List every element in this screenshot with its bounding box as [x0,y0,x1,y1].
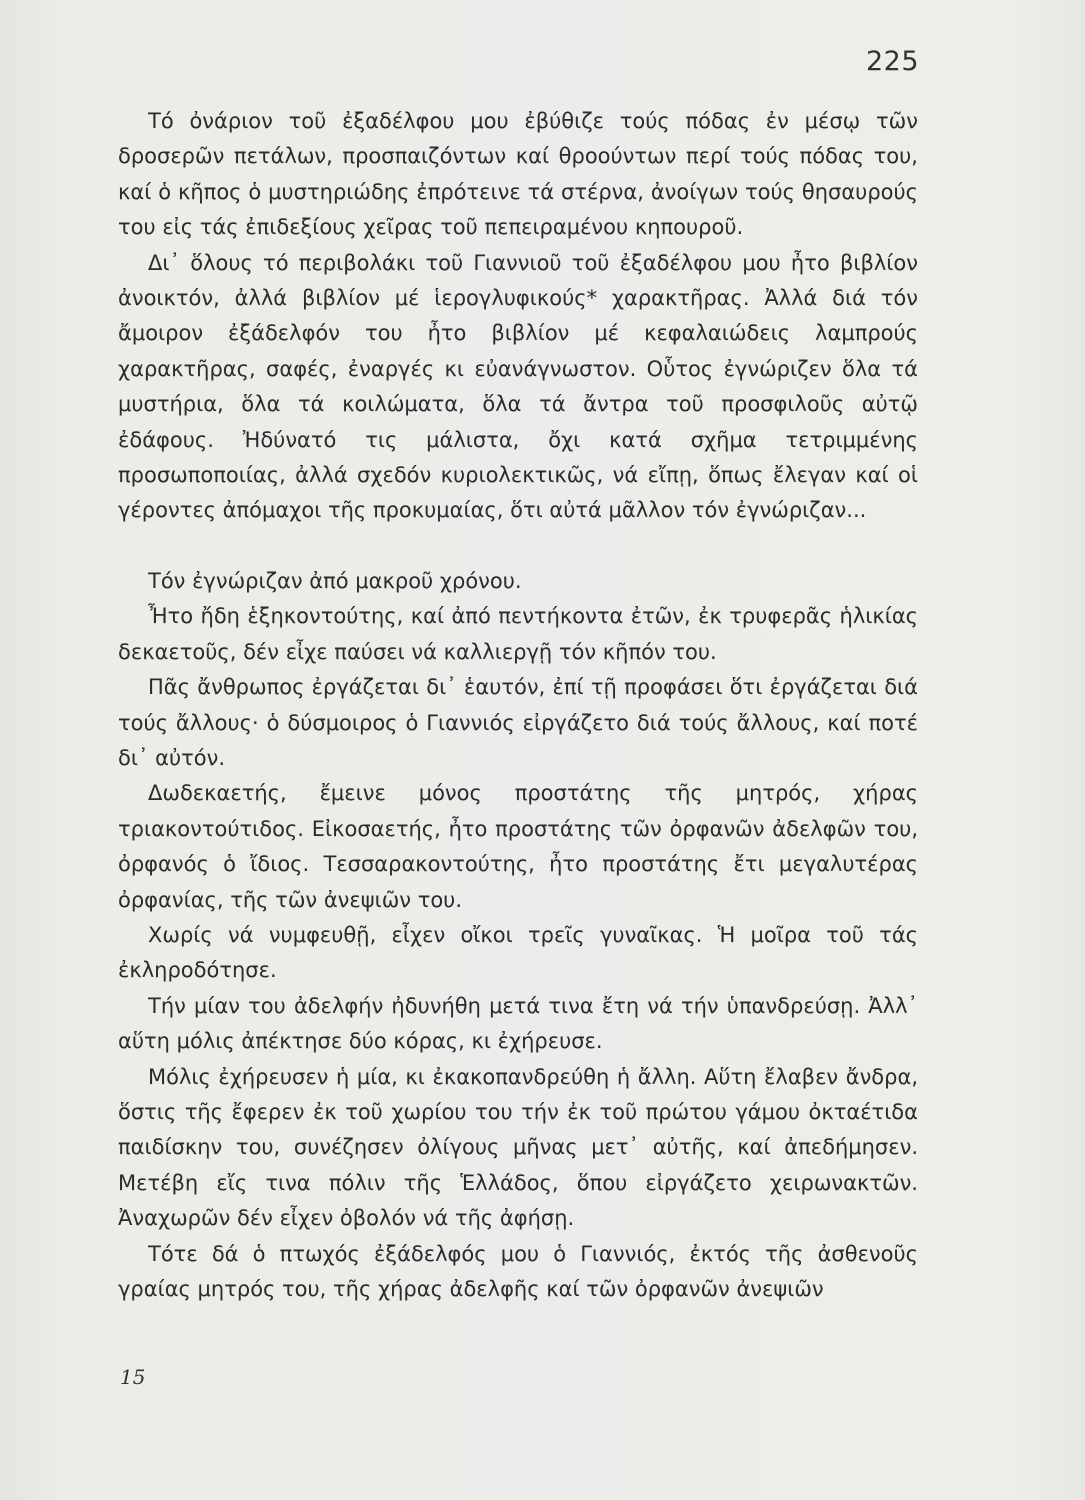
paragraph-6: Δωδεκαετής, ἔμεινε μόνος προστάτης τῆς μητρός, χήρας τριακοντούτιδος. Εἰκοσαετής, ἦτο προστάτης τῶν ὀρφανῶν ἀδελφῶν του, ὀρφανός ὁ ἴδιος. Τεσσαρακοντούτης, ἦτο προστάτης ἔτι μεγαλυτέρας ὀρφανίας, τῆς τῶν ἀνεψιῶν του. [118,781,918,912]
paragraph-1: Τό ὀνάριον τοῦ ἐξαδέλφου μου ἐβύθιζε τούς πόδας ἐν μέσῳ τῶν δροσερῶν πετάλων, προσπαιζόντων καί θροούντων περί τούς πόδας του, καί ὁ κῆπος ὁ μυστηριώδης ἐπρότεινε τά στέρνα, ἀνοίγων τούς θησαυρούς του εἰς τάς ἐπιδεξίους χεῖρας τοῦ πεπειραμένου κηπουροῦ. [118,109,918,240]
paragraph-10: Τότε δά ὁ πτωχός ἐξάδελφός μου ὁ Γιαννιός, ἐκτός τῆς ἀσθενοῦς γραίας μητρός του, τῆς χήρας ἀδελφῆς καί τῶν ὀρφανῶν ἀνεψιῶν [118,1241,918,1301]
paragraph-7: Χωρίς νά νυμφευθῇ, εἶχεν οἴκοι τρεῖς γυναῖκας. Ἡ μοῖρα τοῦ τάς ἐκληροδότησε. [118,922,918,983]
body-text [118,104,918,1307]
paragraph-3: Τόν ἐγνώριζαν ἀπό μακροῦ χρόνου. [148,568,522,593]
paragraph-9: Μόλις ἐχήρευσεν ἡ μία, κι ἐκακοπανδρεύθη ἡ ἄλλη. Αὕτη ἔλαβεν ἄνδρα, ὅστις τῆς ἔφερεν ἐκ τοῦ χωρίου του τήν ἐκ τοῦ πρώτου γάμου ὀκταέτιδα παιδίσκην του, συνέζησεν ὀλίγους μῆνας μετ᾽ αὐτῆς, καί ἀπεδήμησεν. Μετέβη εἴς τινα πόλιν τῆς Ἑλλάδος, ὅπου εἰργάζετο χειρωνακτῶν. Ἀναχωρῶν δέν εἶχεν ὀβολόν νά τῆς ἀφήσῃ. [118,1064,918,1231]
paragraph-8: Τήν μίαν του ἀδελφήν ἠδυνήθη μετά τινα ἔτη νά τήν ὑπανδρεύσῃ. Ἀλλ᾽ αὕτη μόλις ἀπέκτησε δύο κόρας, κι ἐχήρευσε. [118,993,918,1054]
paragraph-2: Δι᾽ ὅλους τό περιβολάκι τοῦ Γιαννιοῦ τοῦ ἐξαδέλφου μου ἦτο βιβλίον ἀνοικτόν, ἀλλά βιβλίον μέ ἱερογλυφικούς* χαρακτῆρας. Ἀλλά διά τόν ἄμοιρον ἐξάδελφόν του ἦτο βιβλίον μέ κεφαλαιώδεις λαμπρούς χαρακτῆρας, σαφές, ἐναργές κι εὐανάγνωστον. Οὗτος ἐγνώριζεν ὅλα τά μυστήρια, ὅλα τά κοιλώματα, ὅλα τά ἄντρα τοῦ προσφιλοῦς αὐτῷ ἐδάφους. Ἠδύνατό τις μάλιστα, ὄχι κατά σχῆμα τετριμμένης προσωποποιίας, ἀλλά σχεδόν κυριολεκτικῶς, νά εἴπῃ, ὅπως ἔλεγαν καί οἱ γέροντες ἀπόμαχοι τῆς προκυμαίας, ὅτι αὐτά μᾶλλον τόν ἐγνώριζαν... [118,250,918,523]
paragraph-4: Ἦτο ἤδη ἑξηκοντούτης, καί ἀπό πεντήκοντα ἐτῶν, ἐκ τρυφερᾶς ἡλικίας δεκαετοῦς, δέν εἶχε παύσει νά καλλιεργῇ τόν κῆπόν του. [118,604,918,664]
paragraph-5: Πᾶς ἄνθρωπος ἐργάζεται δι᾽ ἑαυτόν, ἐπί τῇ προφάσει ὅτι ἐργάζεται διά τούς ἄλλους· ὁ δύσμοιρος ὁ Γιαννιός εἰργάζετο διά τούς ἄλλους, καί ποτέ δι᾽ αὐτόν. [118,675,918,770]
page-number: 225 [866,46,920,77]
signature-mark: 15 [120,1365,146,1389]
